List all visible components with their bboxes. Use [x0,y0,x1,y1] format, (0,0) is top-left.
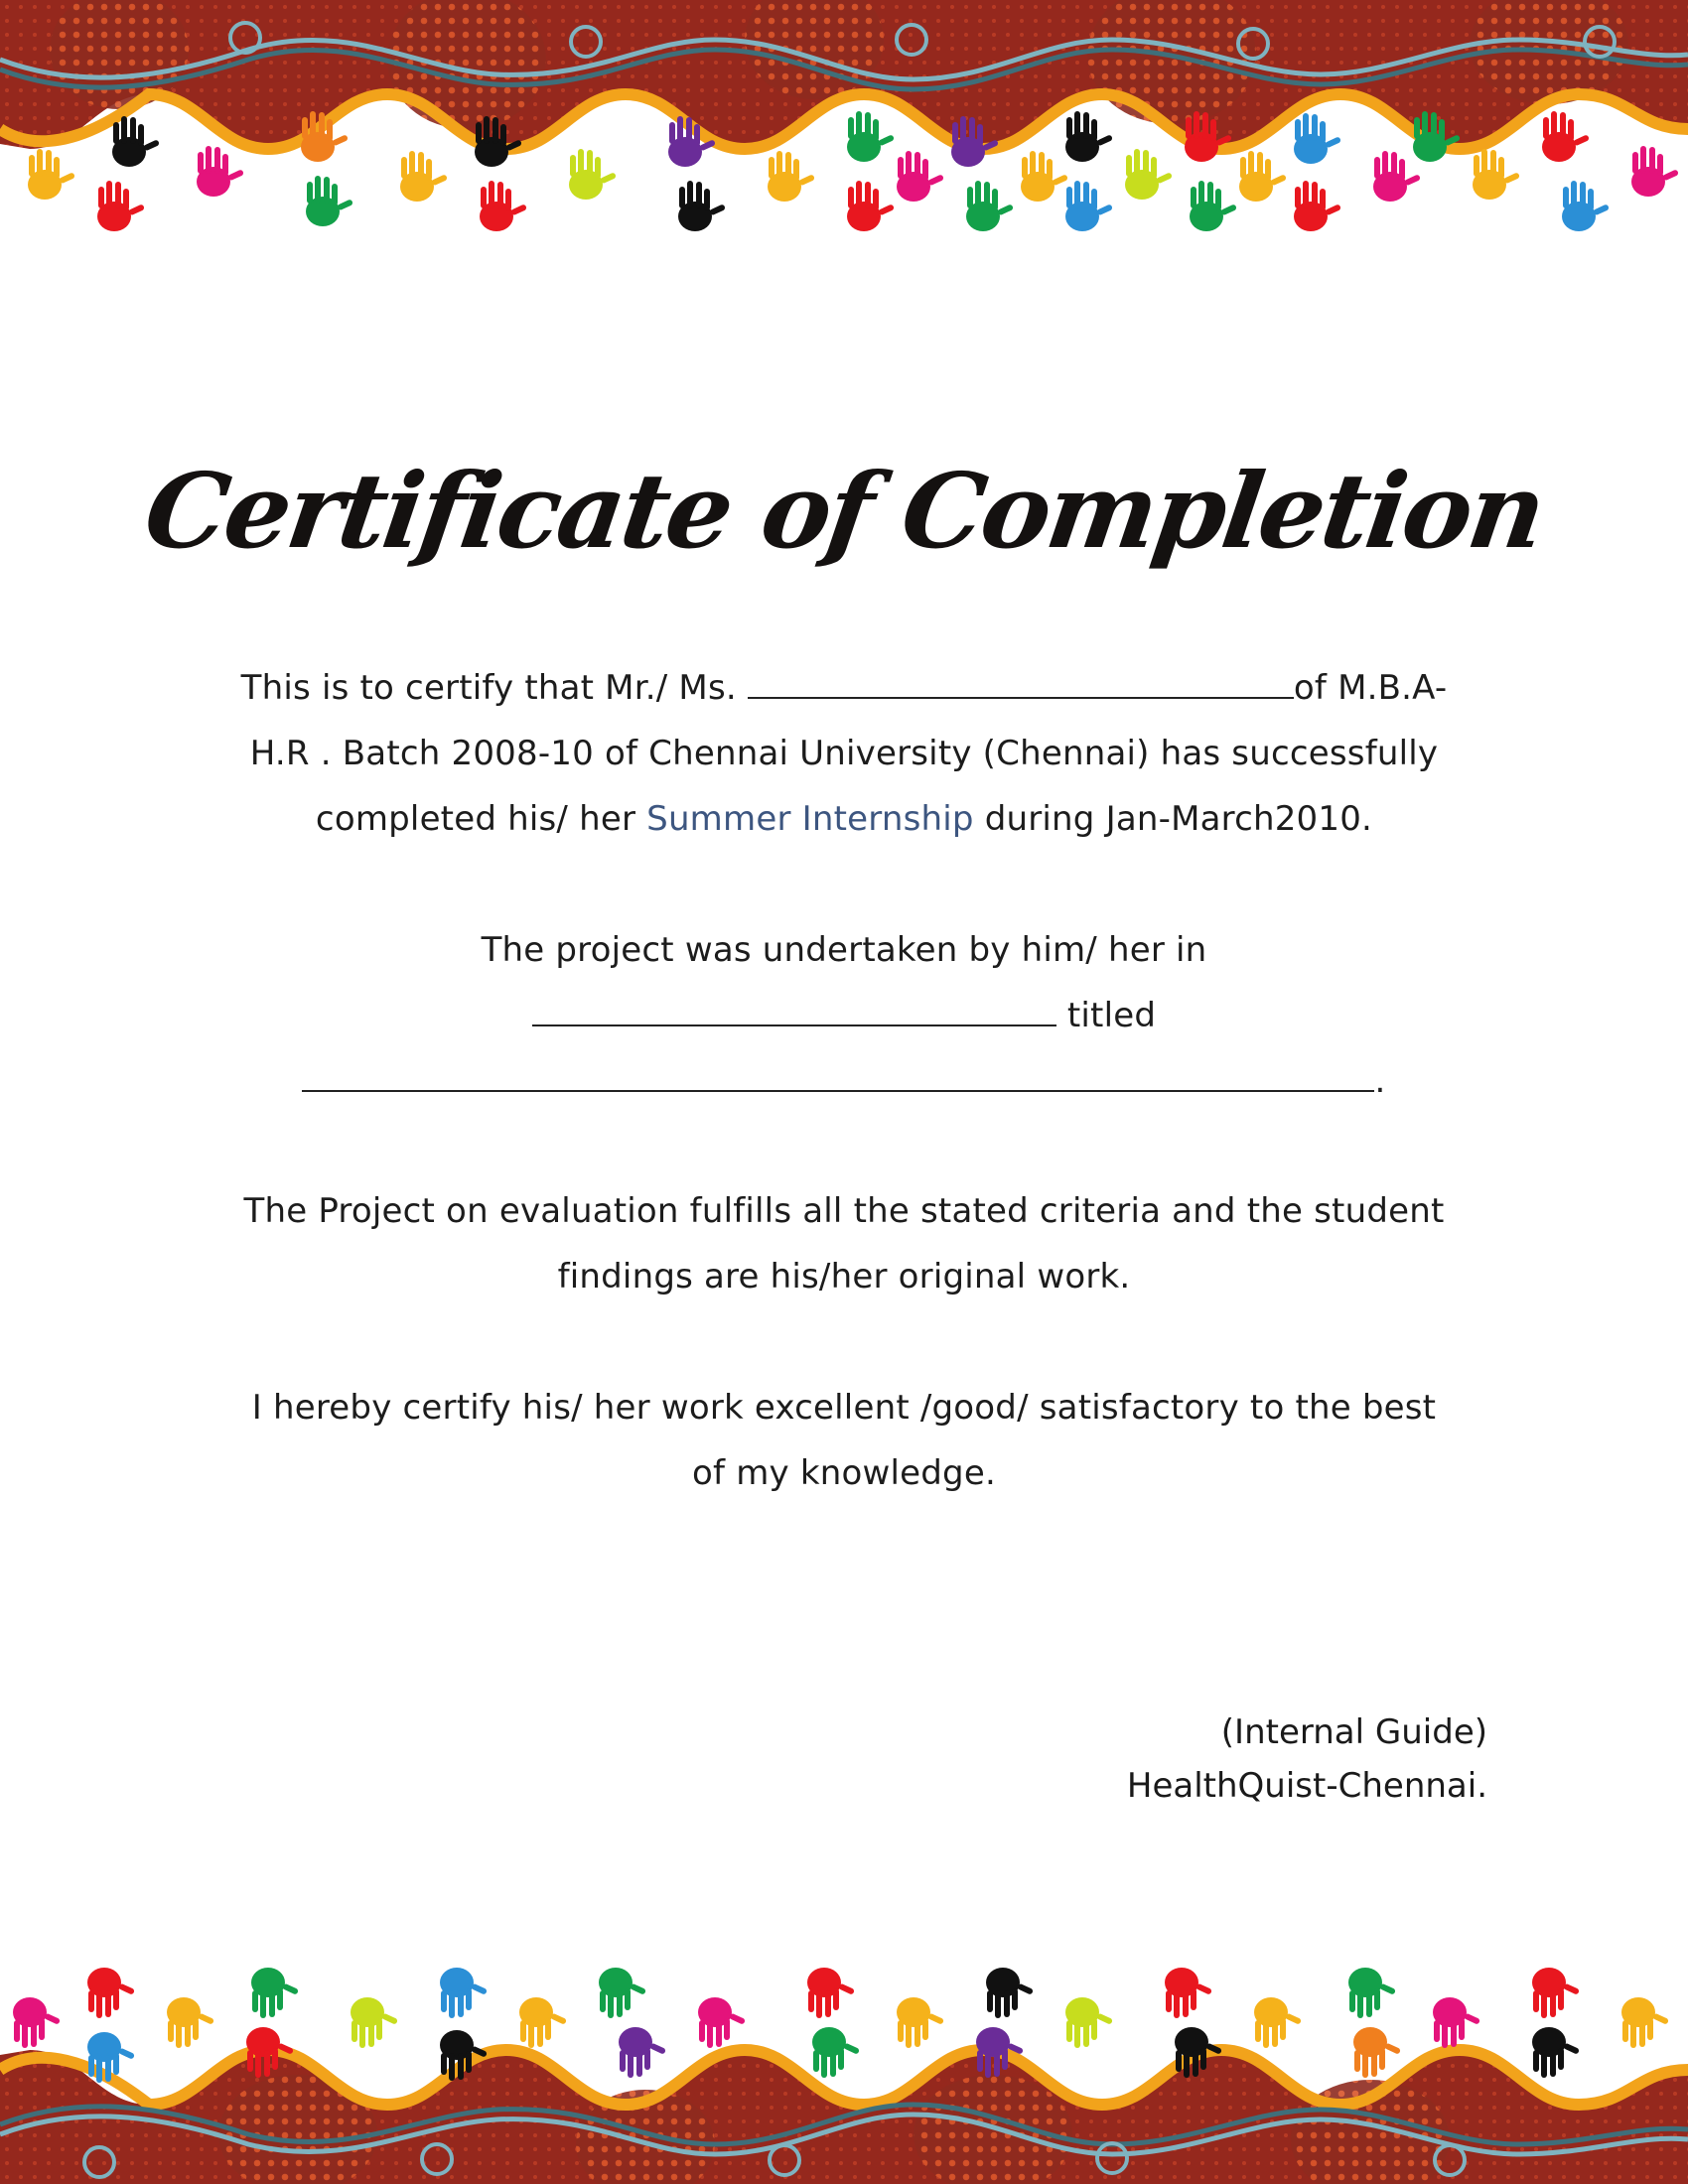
bottom-decorative-border [0,1956,1688,2184]
project-line-1: The project was undertaken by him/ her in [481,930,1207,970]
certification-paragraph [211,655,1477,852]
rating-line-2: of my knowledge. [692,1453,996,1493]
completed-text: completed his/ her [315,799,636,839]
certify-lead-text: This is to certify that Mr./ Ms. [240,668,737,708]
program-text: of M.B.A- [1293,668,1448,708]
rating-line-1: I hereby certify his/ her work excellent /good/ satisfactory to the best [251,1388,1437,1428]
certification-line-1 [211,655,1477,721]
project-paragraph [211,917,1477,1114]
top-decorative-border [0,0,1688,243]
project-line-2 [211,983,1477,1048]
handprint-border-art [0,1956,1688,2184]
signature-block [1127,1706,1487,1813]
project-title-blank[interactable] [302,1059,1374,1092]
certification-line-3 [211,786,1477,852]
rating-paragraph [211,1375,1477,1506]
organization-blank[interactable] [532,994,1056,1026]
internship-type-highlight: Summer Internship [646,799,974,839]
period-text: . [1374,1061,1386,1101]
duration-text: during Jan-March2010. [984,799,1373,839]
signer-role: (Internal Guide) [1220,1712,1487,1752]
evaluation-line-2: findings are his/her original work. [557,1257,1131,1297]
signer-organization: HealthQuist-Chennai. [1126,1766,1487,1806]
handprint-border-art [0,0,1688,243]
project-line-3 [211,1048,1477,1114]
student-name-blank[interactable] [748,666,1294,699]
titled-text: titled [1066,996,1157,1035]
certification-line-2: H.R . Batch 2008-10 of Chennai University (Chennai) has successfully [249,734,1439,773]
certificate-title: Certificate of Completion [137,450,1551,572]
evaluation-paragraph [211,1178,1477,1309]
evaluation-line-1: The Project on evaluation fulfills all the stated criteria and the student [243,1191,1445,1231]
